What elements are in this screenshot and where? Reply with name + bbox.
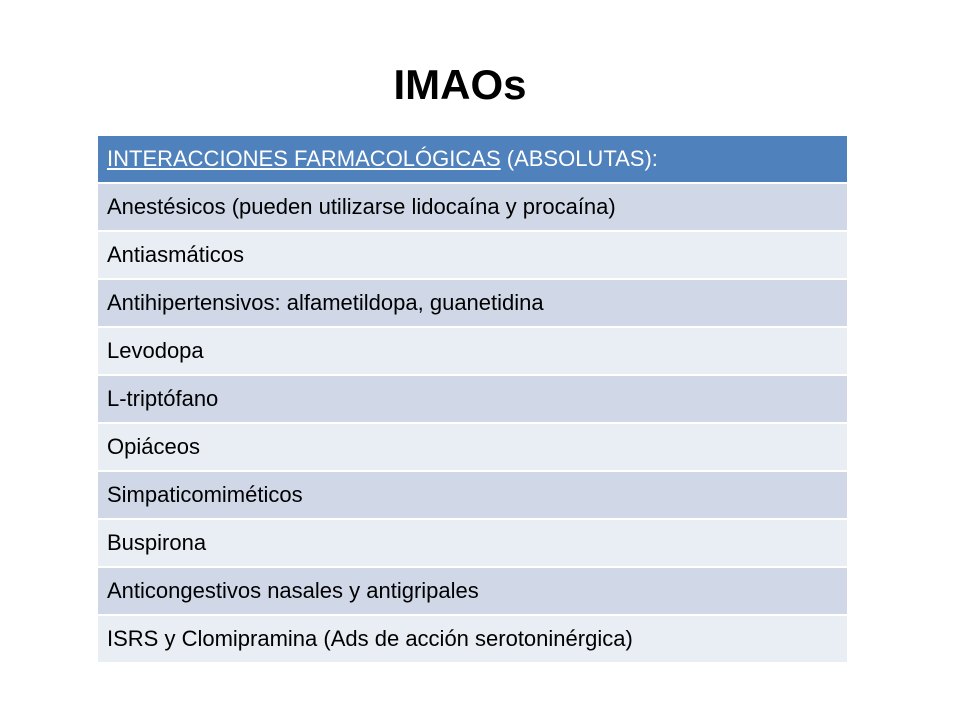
table-row — [98, 376, 847, 424]
table-row — [98, 424, 847, 472]
table-cell: Levodopa — [98, 328, 847, 376]
table-cell: Antihipertensivos: alfametildopa, guanetidina — [98, 280, 847, 328]
interactions-table — [98, 136, 847, 664]
slide-title: IMAOs — [393, 61, 527, 108]
table-row — [98, 328, 847, 376]
table-cell: Opiáceos — [98, 424, 847, 472]
table-cell: L-triptófano — [98, 376, 847, 424]
table-row — [98, 520, 847, 568]
table-row — [98, 184, 847, 232]
table-cell: Anestésicos (pueden utilizarse lidocaína y procaína) — [98, 184, 847, 232]
header-underlined-text: INTERACCIONES FARMACOLÓGICAS — [107, 146, 501, 171]
table-row — [98, 280, 847, 328]
table-row — [98, 472, 847, 520]
table-cell: Simpaticomiméticos — [98, 472, 847, 520]
table-row — [98, 232, 847, 280]
table-row — [98, 568, 847, 616]
header-rest-text: (ABSOLUTAS): — [500, 146, 658, 171]
table-cell: ISRS y Clomipramina (Ads de acción serotoninérgica) — [98, 616, 847, 664]
table-header-row — [98, 136, 847, 184]
table-cell: Anticongestivos nasales y antigripales — [98, 568, 847, 616]
table-row — [98, 616, 847, 664]
table-header-cell — [98, 136, 847, 184]
table-cell: Buspirona — [98, 520, 847, 568]
table-cell: Antiasmáticos — [98, 232, 847, 280]
